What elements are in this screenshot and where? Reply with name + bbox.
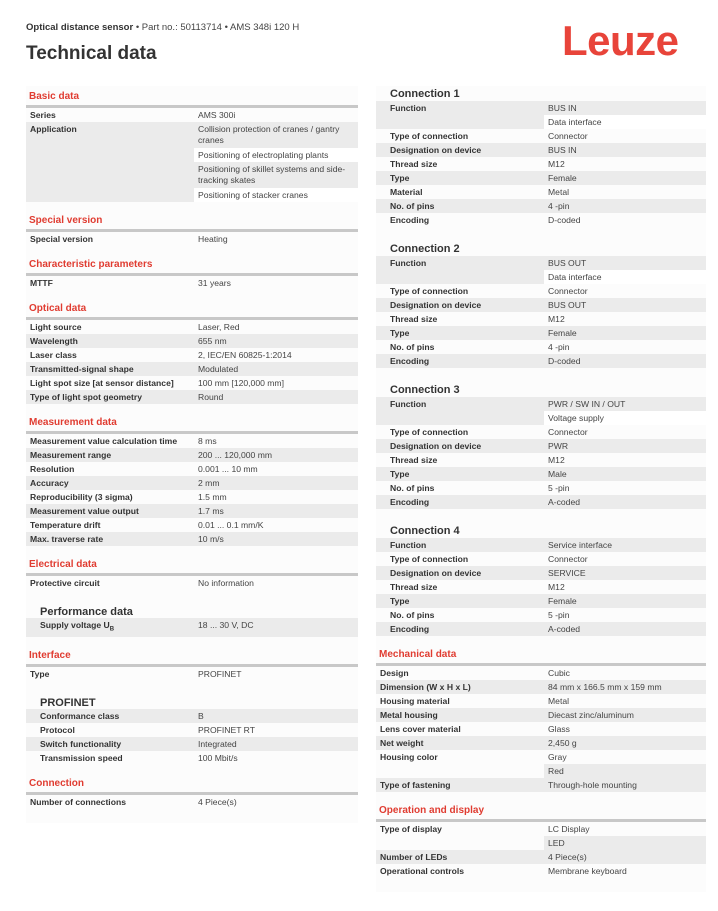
table-row: Number of connections 4 Piece(s) [30, 796, 237, 807]
table-row: Special version Heating [30, 234, 228, 244]
section-basic-data: Basic data [26, 86, 358, 108]
table-row: Red [376, 764, 706, 778]
connection-1-table [376, 101, 706, 227]
part-no-label: Part no.: [141, 22, 178, 33]
connection-3-heading: Connection 3 [390, 384, 460, 396]
table-row: Number of LEDs 4 Piece(s) [376, 850, 706, 864]
measurement-data-table [26, 434, 358, 546]
section-optical-data: Optical data [26, 298, 358, 320]
table-row: Data interface [376, 115, 706, 129]
table-row: Dimension (W x H x L) 84 mm x 166.5 mm x 159 mm [376, 680, 706, 694]
model-name: AMS 348i 120 H [230, 22, 300, 33]
table-row: Designation on device BUS IN [376, 143, 706, 157]
section-operation-display: Operation and display [376, 800, 706, 822]
subsection-performance-data: Performance data [40, 606, 133, 618]
profinet-table [26, 709, 358, 765]
table-row: Resolution 0.001 ... 10 mm [30, 464, 258, 474]
connection-1-heading: Connection 1 [390, 88, 460, 100]
table-row: Switch functionality Integrated [26, 737, 358, 751]
table-row: Application Collision protection of cranes / gantry cranes [26, 122, 358, 148]
table-row: Encoding A-coded [376, 495, 706, 509]
table-row: Type of connection Connector [390, 286, 588, 296]
table-row: Housing color Gray [380, 752, 567, 762]
table-row: Type of fastening Through-hole mounting [376, 778, 706, 792]
electrical-data-table [26, 576, 358, 590]
table-row: MTTF 31 years [30, 278, 231, 288]
table-row: Designation on device SERVICE [376, 566, 706, 580]
breadcrumb [26, 22, 299, 33]
table-row: Max. traverse rate 10 m/s [26, 532, 358, 546]
section-measurement-data: Measurement data [26, 412, 358, 434]
connection-2-heading: Connection 2 [390, 243, 460, 255]
leuze-logo: Leuze [562, 17, 679, 64]
table-row: Housing material Metal [380, 696, 570, 706]
table-row: Function BUS IN [376, 101, 706, 115]
operation-display-table [376, 822, 706, 878]
table-row: Type of connection Connector [390, 554, 588, 564]
connection-4-table [376, 538, 706, 636]
table-row: LED [376, 836, 706, 850]
table-row: Protective circuit No information [30, 578, 254, 588]
table-row: Encoding A-coded [376, 622, 706, 636]
performance-data-table [26, 618, 358, 637]
table-row: Transmitted-signal shape Modulated [26, 362, 358, 376]
table-row: Lens cover material Glass [380, 724, 570, 734]
basic-data-table [26, 108, 358, 202]
table-row: Thread size M12 [390, 582, 565, 592]
table-row: Encoding D-coded [376, 354, 706, 368]
table-row: Type Male [376, 467, 706, 481]
table-row: Conformance class B [26, 709, 358, 723]
table-row: Measurement value calculation time 8 ms [30, 436, 217, 446]
table-row: Series AMS 300i [30, 110, 236, 120]
table-row: Positioning of electroplating plants [26, 148, 358, 162]
connection-4-heading: Connection 4 [390, 525, 460, 537]
table-row: Thread size M12 [390, 314, 565, 324]
table-row: Thread size M12 [390, 455, 565, 465]
section-characteristic-parameters: Characteristic parameters [26, 254, 358, 276]
section-mechanical-data: Mechanical data [376, 644, 706, 666]
table-row: Function PWR / SW IN / OUT [376, 397, 706, 411]
table-row: Function BUS OUT [376, 256, 706, 270]
table-row: Wavelength 655 nm [26, 334, 358, 348]
table-row: Accuracy 2 mm [26, 476, 358, 490]
table-row: Type Female [376, 594, 706, 608]
table-row: Type of connection Connector [390, 131, 588, 141]
interface-table [26, 667, 358, 681]
table-row: Type of light spot geometry Round [26, 390, 358, 404]
table-row: Transmission speed 100 Mbit/s [40, 752, 238, 763]
characteristic-table [26, 276, 358, 290]
table-row: Measurement range 200 ... 120,000 mm [26, 448, 358, 462]
separator: • [224, 22, 228, 33]
optical-data-table [26, 320, 358, 404]
table-row: Positioning of skillet systems and side-tracking skates [26, 162, 358, 188]
table-row: Positioning of stacker cranes [26, 188, 358, 202]
table-row: Thread size M12 [390, 159, 565, 169]
table-row: Temperature drift 0.01 ... 0.1 mm/K [30, 520, 264, 530]
table-row: Net weight 2,450 g [376, 736, 706, 750]
special-version-table [26, 232, 358, 246]
right-column [376, 86, 706, 892]
table-row: Reproducibility (3 sigma) 1.5 mm [30, 492, 227, 502]
subsection-profinet: PROFINET [40, 696, 96, 709]
mechanical-data-table [376, 666, 706, 792]
table-row: No. of pins 4 -pin [390, 342, 570, 352]
table-row: Supply voltage $U_B$ 18 ... 30 V, DC [26, 618, 358, 637]
table-row: Light spot size [at sensor distance] 100 mm [120,000 mm] [30, 378, 284, 388]
table-row: Laser class 2, IEC/EN 60825-1:2014 [30, 350, 292, 360]
table-row: Metal housing Diecast zinc/aluminum [376, 708, 706, 722]
part-no: 50113714 [180, 22, 222, 33]
table-row: Type of connection Connector [390, 427, 588, 437]
table-row: Type Female [376, 171, 706, 185]
table-row: Design Cubic [380, 668, 570, 678]
table-row: Type Female [376, 326, 706, 340]
left-column [26, 86, 358, 823]
table-row: Data interface [376, 270, 706, 284]
section-electrical-data: Electrical data [26, 554, 358, 576]
table-row: Measurement value output 1.7 ms [26, 504, 358, 518]
section-special-version: Special version [26, 210, 358, 232]
table-row: Type PROFINET [30, 668, 242, 679]
table-row: No. of pins 4 -pin [376, 199, 706, 213]
table-row: Voltage supply [376, 411, 706, 425]
table-row: Light source Laser, Red [30, 322, 240, 332]
table-row: No. of pins 5 -pin [390, 610, 570, 620]
page-title: Technical data [26, 43, 157, 64]
connection-table [26, 795, 358, 809]
table-row: Designation on device BUS OUT [376, 298, 706, 312]
supply-voltage-label: Supply voltage U [40, 620, 110, 630]
connection-2-table [376, 256, 706, 368]
table-row: No. of pins 5 -pin [390, 483, 570, 493]
section-connection: Connection [26, 773, 358, 795]
connection-3-table [376, 397, 706, 509]
table-row: Protocol PROFINET RT [40, 724, 255, 735]
product-type: Optical distance sensor [26, 22, 134, 33]
table-row: Type of display LC Display [380, 824, 590, 834]
section-interface: Interface [26, 645, 358, 667]
table-row: Operational controls Membrane keyboard [380, 866, 627, 876]
table-row: Encoding D-coded [390, 215, 581, 225]
table-row: Function Service interface [376, 538, 706, 552]
table-row: Designation on device PWR [376, 439, 706, 453]
table-row: Material Metal [390, 187, 570, 197]
separator: • [135, 22, 140, 33]
